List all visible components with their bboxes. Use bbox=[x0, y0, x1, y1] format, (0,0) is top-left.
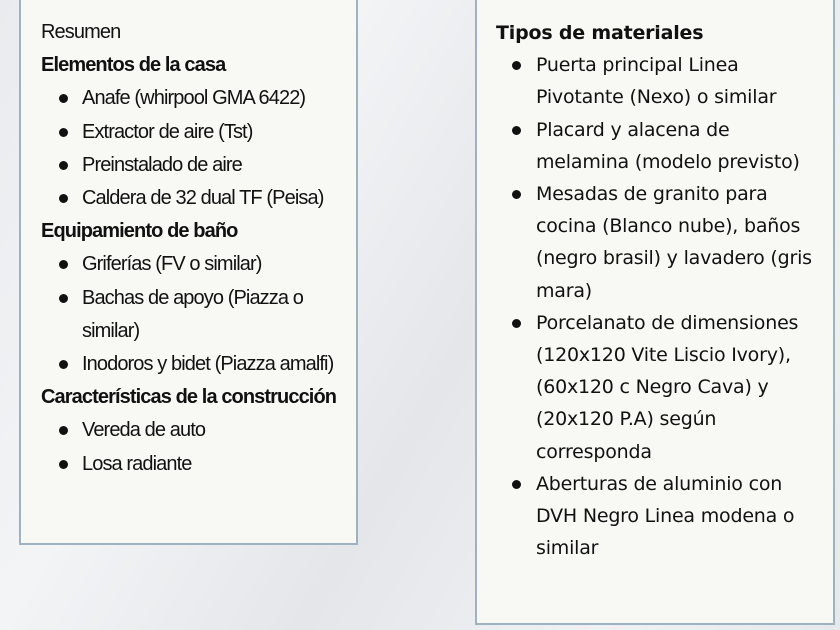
list-item: Caldera de 32 dual TF (Peisa) bbox=[41, 182, 346, 215]
list-item: Griferías (FV o similar) bbox=[41, 248, 346, 281]
list-item: Vereda de auto bbox=[41, 414, 346, 447]
list-item: Bachas de apoyo (Piazza o similar) bbox=[41, 282, 346, 348]
list-item: Losa radiante bbox=[41, 448, 346, 481]
summary-content bbox=[41, 16, 346, 481]
materials-card bbox=[475, 0, 835, 625]
summary-card bbox=[19, 0, 358, 545]
list-item: Preinstalado de aire bbox=[41, 149, 346, 182]
list-item: Extractor de aire (Tst) bbox=[41, 116, 346, 149]
section-heading-bathroom-equipment: Equipamiento de baño bbox=[41, 220, 238, 243]
materials-list bbox=[496, 49, 826, 564]
list-item: Placard y alacena de melamina (modelo previsto) bbox=[496, 114, 826, 178]
list-item: Mesadas de granito para cocina (Blanco nube), baños (negro brasil) y lavadero (gris mara) bbox=[496, 178, 826, 307]
materials-content bbox=[496, 17, 826, 564]
construction-features-list bbox=[41, 414, 346, 480]
list-item: Puerta principal Linea Pivotante (Nexo) o similar bbox=[496, 49, 826, 113]
summary-label: Resumen bbox=[41, 21, 121, 43]
house-elements-list bbox=[41, 82, 346, 215]
list-item: Porcelanato de dimensiones (120x120 Vite Liscio Ivory), (60x120 c Negro Cava) y (20x120 P.A) según corresponda bbox=[496, 307, 826, 468]
list-item: Inodoros y bidet (Piazza amalfi) bbox=[41, 348, 346, 381]
materials-heading: Tipos de materiales bbox=[496, 22, 704, 44]
section-heading-construction-features: Características de la construcción bbox=[41, 386, 337, 409]
bathroom-equipment-list bbox=[41, 248, 346, 381]
section-heading-house-elements: Elementos de la casa bbox=[41, 54, 226, 77]
list-item: Aberturas de aluminio con DVH Negro Linea modena o similar bbox=[496, 468, 826, 565]
list-item: Anafe (whirpool GMA 6422) bbox=[41, 82, 346, 115]
